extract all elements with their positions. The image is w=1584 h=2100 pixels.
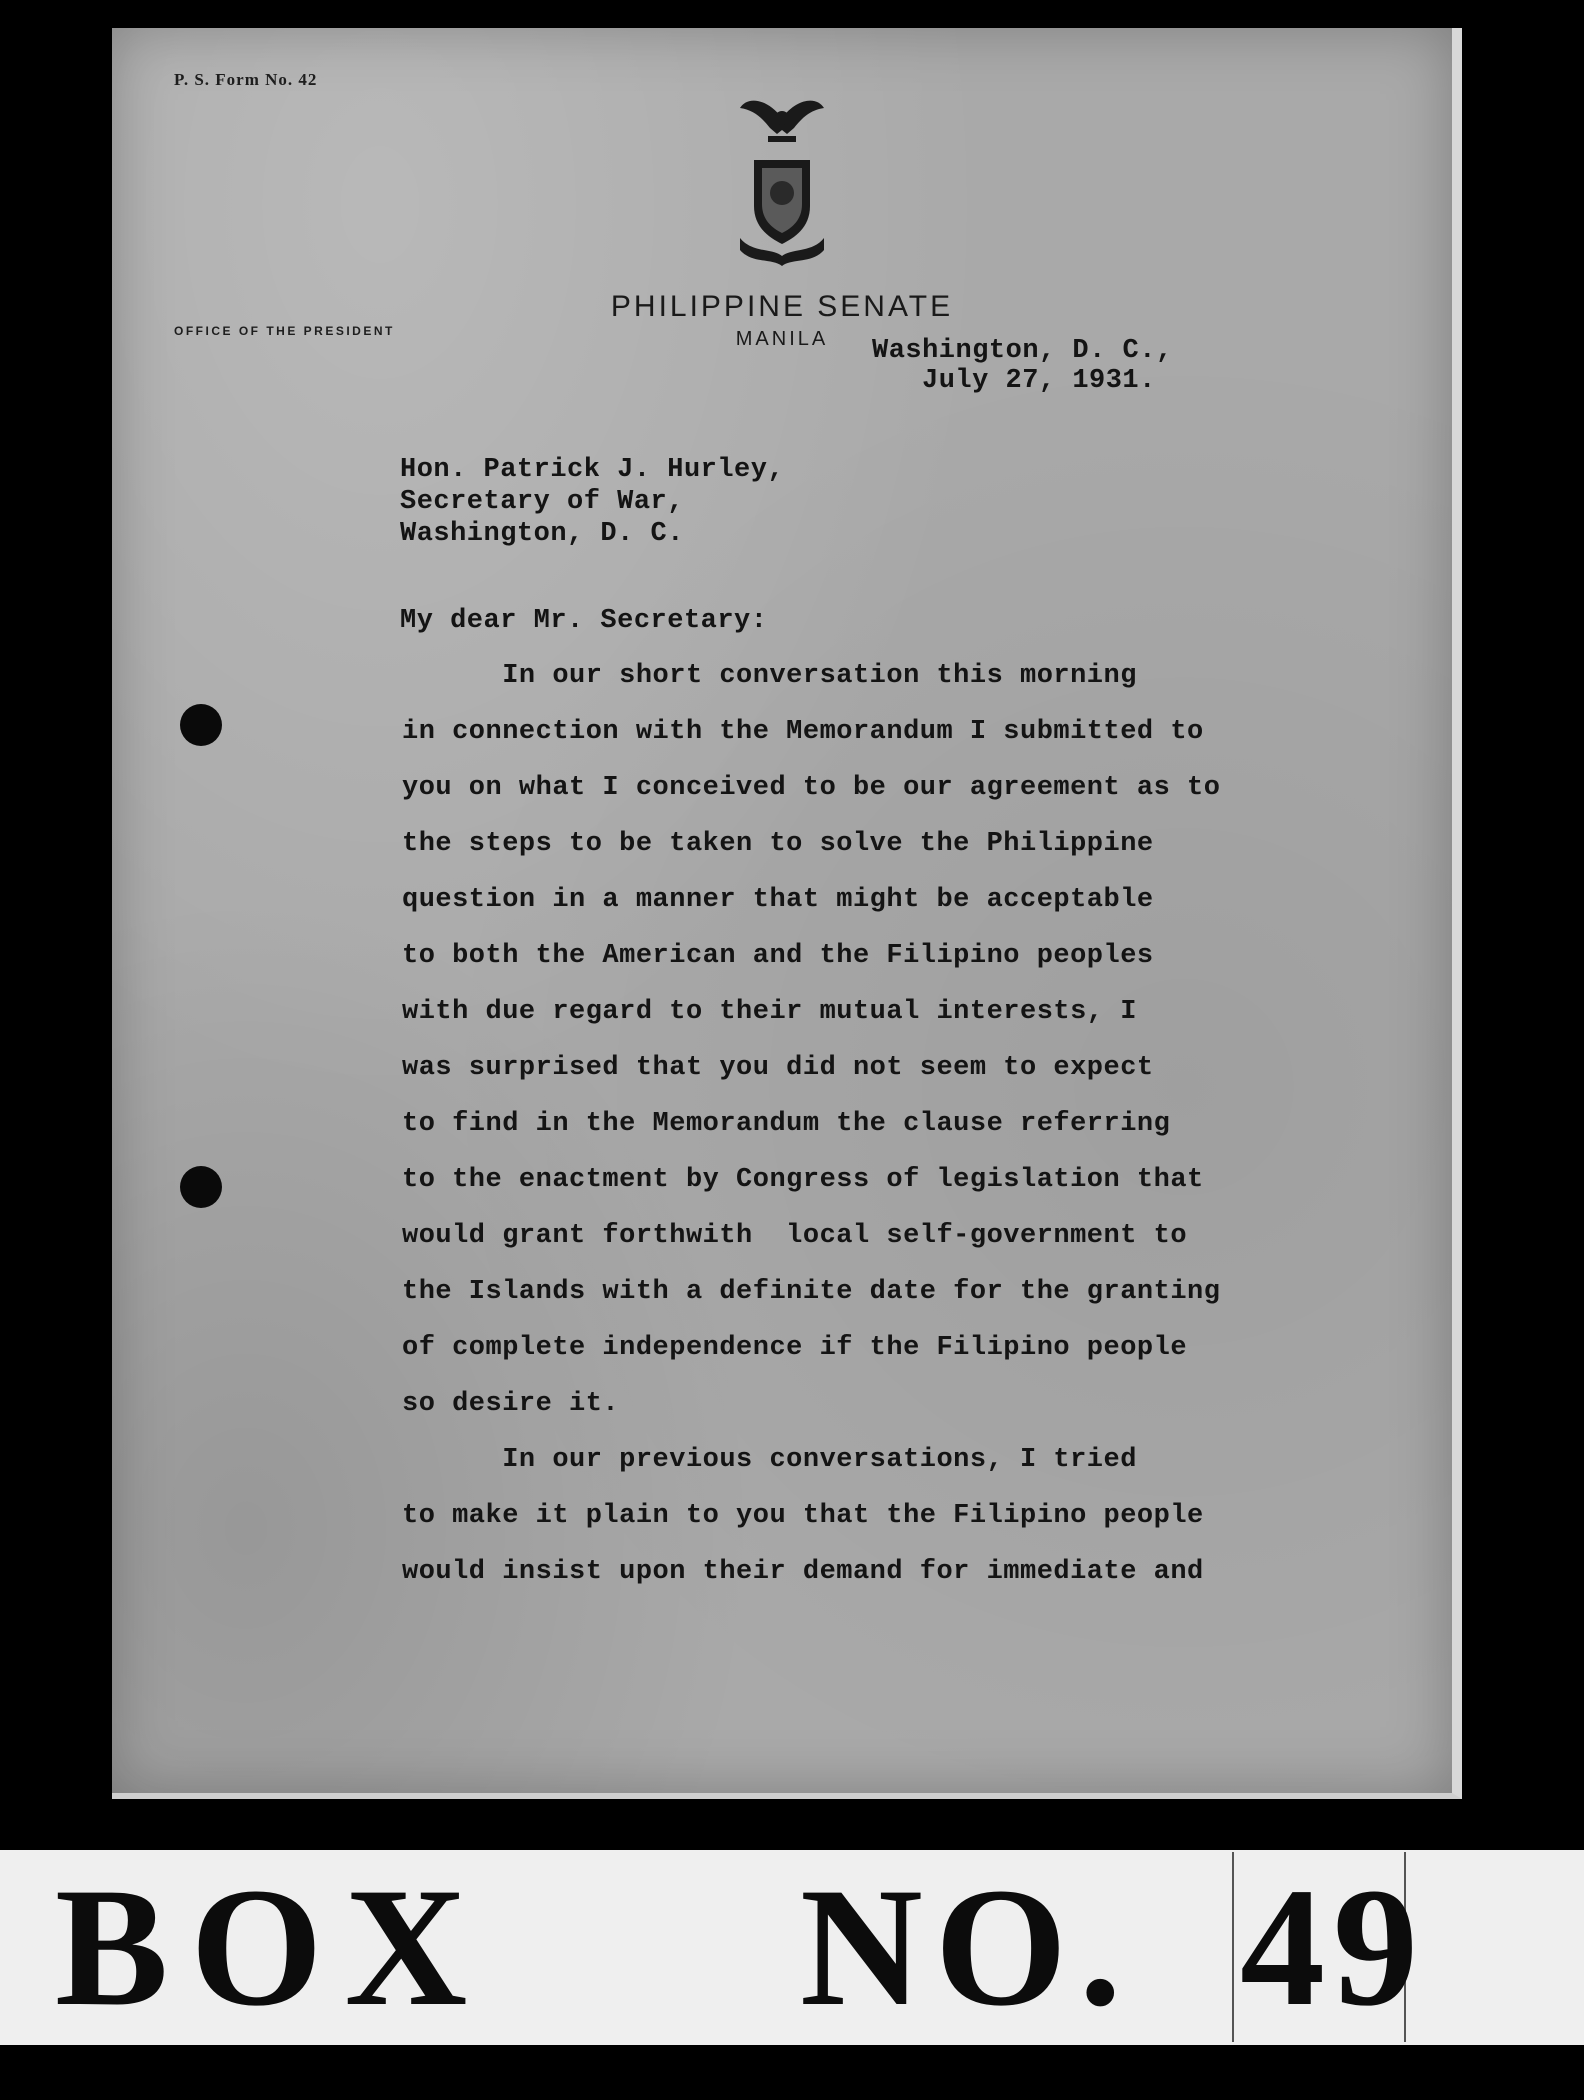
body-line: to make it plain to you that the Filipino people xyxy=(402,1501,1204,1531)
box-no-word: NO. xyxy=(800,1853,1134,2041)
letter-page xyxy=(112,28,1462,1799)
senate-title: PHILIPPINE SENATE xyxy=(610,290,954,323)
addressee-city: Washington, D. C. xyxy=(400,519,684,549)
form-number: P. S. Form No. 42 xyxy=(174,70,318,89)
salutation: My dear Mr. Secretary: xyxy=(400,606,768,636)
addressee-title: Secretary of War, xyxy=(400,487,684,517)
addressee-name: Hon. Patrick J. Hurley, xyxy=(400,455,785,485)
body-line: you on what I conceived to be our agreement as to xyxy=(402,773,1221,803)
body-line: In our previous conversations, I tried xyxy=(402,1445,1137,1475)
body-line: with due regard to their mutual interests, I xyxy=(402,997,1137,1027)
body-line: of complete independence if the Filipino people xyxy=(402,1333,1188,1363)
body-line: was surprised that you did not seem to expect xyxy=(402,1053,1154,1083)
body-line: would insist upon their demand for immediate and xyxy=(402,1557,1204,1587)
body-line: the steps to be taken to solve the Philippine xyxy=(402,829,1154,859)
punch-hole xyxy=(180,1166,222,1208)
body-line: to the enactment by Congress of legislation that xyxy=(402,1165,1204,1195)
body-line: the Islands with a definite date for the granting xyxy=(402,1277,1221,1307)
city-name: MANILA xyxy=(735,328,829,350)
body-line: question in a manner that might be acceptable xyxy=(402,885,1154,915)
body-line: would grant forthwith local self-government to xyxy=(402,1221,1188,1251)
office-line: OFFICE OF THE PRESIDENT xyxy=(174,324,395,338)
dateline-date: July 27, 1931. xyxy=(922,366,1156,396)
body-line: to both the American and the Filipino peoples xyxy=(402,941,1154,971)
body-line: in connection with the Memorandum I submitted to xyxy=(402,717,1204,747)
body-line: to find in the Memorandum the clause referring xyxy=(402,1109,1171,1139)
box-number: 49 xyxy=(1240,1853,1426,2041)
dateline-place: Washington, D. C., xyxy=(872,336,1173,366)
body-line: In our short conversation this morning xyxy=(402,661,1137,691)
senate-seal xyxy=(732,88,832,268)
punch-hole xyxy=(180,704,222,746)
box-word: BOX xyxy=(55,1853,490,2041)
body-line: so desire it. xyxy=(402,1389,620,1419)
